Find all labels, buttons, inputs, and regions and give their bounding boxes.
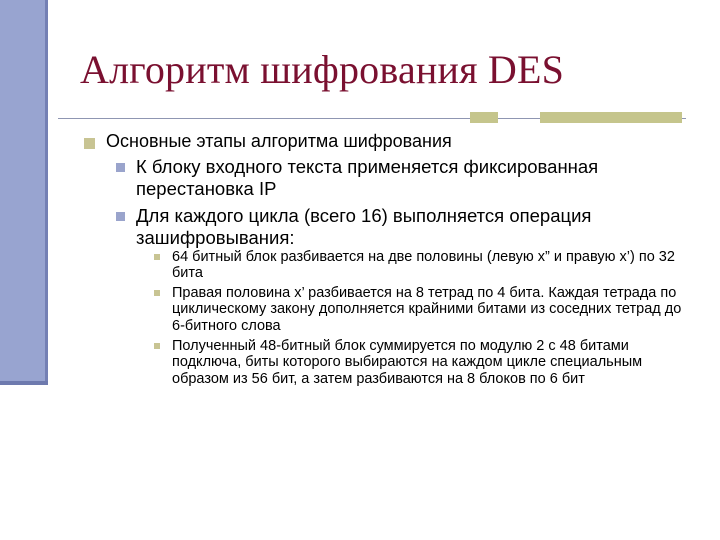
bullet-level3: Правая половина x’ разбивается на 8 тетрад по 4 бита. Каждая тетрада по циклическому закону дополняется крайними битами из соседних тетрад до 6-битного слова: [172, 285, 682, 334]
square-bullet-icon: [84, 138, 95, 149]
divider-accent-small: [470, 112, 498, 123]
square-bullet-icon: [154, 290, 160, 296]
bullet-level1: Основные этапы алгоритма шифрования: [106, 131, 452, 151]
bullet-level3: 64 битный блок разбивается на две половины (левую x” и правую x’) по 32 бита: [172, 249, 675, 282]
bullet-level3: Полученный 48-битный блок суммируется по модулю 2 с 48 битами подключа, биты которого выбираются на каждом цикле специальным образом из 56 бит, а затем разбиваются на 8 блоков по 6 бит: [172, 338, 643, 387]
slide-title: Алгоритм шифрования DES: [80, 47, 565, 92]
sidebar-decoration-edge: [0, 381, 48, 385]
sidebar-decoration: [0, 0, 48, 384]
bullet-level2: К блоку входного текста применяется фиксированная перестановка IP: [136, 156, 599, 200]
square-bullet-icon: [154, 254, 160, 260]
square-bullet-icon: [116, 212, 125, 221]
divider-accent-large: [540, 112, 682, 123]
square-bullet-icon: [154, 343, 160, 349]
bullet-level2: Для каждого цикла (всего 16) выполняется операция зашифровывания:: [136, 205, 592, 249]
square-bullet-icon: [116, 163, 125, 172]
